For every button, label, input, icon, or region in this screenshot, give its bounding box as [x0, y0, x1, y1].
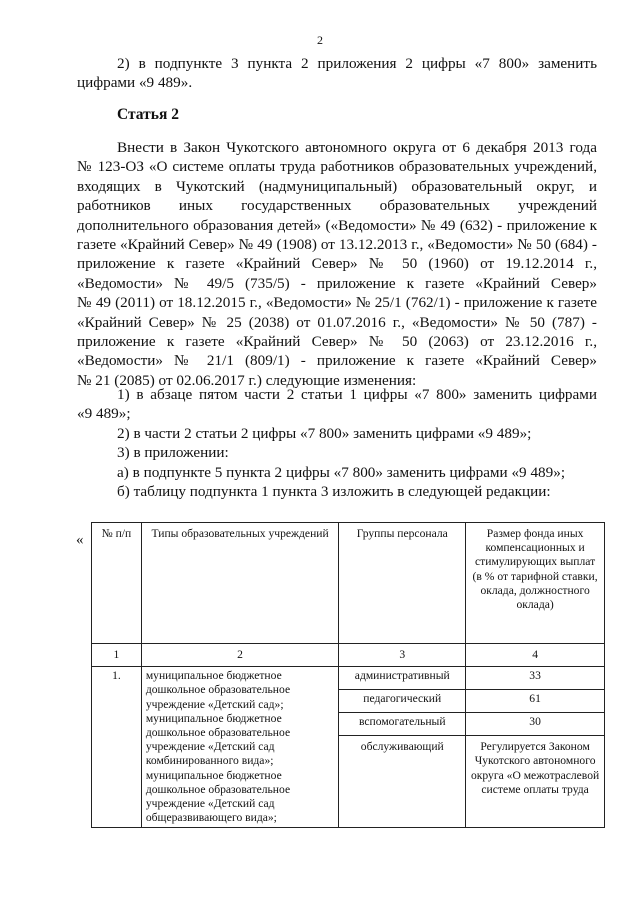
table-number-cell: 2	[141, 644, 339, 667]
article2-line: «Ведомости» № 49/5 (735/5) - приложение к газете «Крайний Север»	[77, 274, 597, 292]
table-number-cell: 4	[466, 644, 605, 667]
change-item: 3) в приложении:	[117, 444, 229, 462]
article2-line: приложение к газете «Крайний Север» № 50 (2063) от 23.12.2016 г.,	[77, 333, 597, 351]
table-header-cell: Группы персонала	[339, 523, 466, 644]
intro-line: цифрами «9 489».	[77, 74, 193, 92]
article2-line: № 49 (2011) от 18.12.2015 г., «Ведомости» № 25/1 (762/1) - приложение к газете	[77, 294, 597, 312]
institution-types-cell: муниципальное бюджетное дошкольное образовательное учреждение «Детский сад»; муниципальное бюджетное дошкольное образовательное учреждение «Детский сад комбинированного вида»; муниципальное бюджетное дошкольное образовательное учреждение «Детский сад общеразвивающего вида»;	[141, 667, 339, 828]
article2-line: Внести в Закон Чукотского автономного округа от 6 декабря 2013 года	[117, 139, 597, 156]
table-header-cell: Размер фонда иных компенсационных и стимулирующих выплат (в % от тарифной ставки, оклада, должностного оклада)	[466, 523, 605, 644]
intro-paragraph	[77, 54, 597, 93]
staff-group-cell: вспомогательный	[339, 713, 466, 736]
staff-group-cell: обслуживающий	[339, 736, 466, 828]
article2-line: входящих в Чукотский (надмуниципальный) образовательный округ, и	[77, 177, 597, 195]
change-item: 1) в абзаце пятом части 2 статьи 1 цифры «7 800» заменить цифрами	[117, 386, 597, 403]
change-item: «9 489»;	[77, 405, 131, 423]
intro-line: 2) в подпункте 3 пункта 2 приложения 2 цифры «7 800» заменить	[117, 55, 597, 72]
fund-size-cell: 30	[466, 713, 605, 736]
article2-line: № 21 (2085) от 02.06.2017 г.) следующие изменения:	[77, 371, 417, 389]
article-heading: Статья 2	[117, 106, 179, 123]
article2-line: «Ведомости» № 21/1 (809/1) - приложение к газете «Крайний Север»	[77, 352, 597, 370]
table-header-row	[92, 523, 605, 644]
table-header-cell: Типы образовательных учреждений	[141, 523, 339, 644]
article2-line: газете «Крайний Север» № 49 (1908) от 13.12.2013 г., «Ведомости» № 50 (684) -	[77, 236, 597, 254]
change-item: а) в подпункте 5 пункта 2 цифры «7 800» заменить цифрами «9 489»;	[117, 463, 566, 481]
article2-line: «Крайний Север» № 25 (2038) от 01.07.2016 г., «Ведомости» № 50 (787) -	[77, 313, 597, 331]
table-header-cell: № п/п	[92, 523, 142, 644]
staff-group-cell: педагогический	[339, 690, 466, 713]
row-number-cell: 1.	[92, 667, 142, 828]
page-number: 2	[317, 33, 323, 47]
fund-size-cell: 33	[466, 667, 605, 690]
opening-quote: «	[76, 532, 84, 548]
fund-size-cell: 61	[466, 690, 605, 713]
table-row	[92, 667, 605, 690]
changes-list	[77, 385, 597, 501]
table-number-cell: 3	[339, 644, 466, 667]
change-item: 2) в части 2 статьи 2 цифры «7 800» заменить цифрами «9 489»;	[117, 424, 532, 442]
table-number-row	[92, 644, 605, 667]
fund-size-cell: Регулируется Законом Чукотского автономного округа «О межотраслевой системе оплаты труда	[466, 736, 605, 828]
staff-group-cell: административный	[339, 667, 466, 690]
article2-paragraph	[77, 138, 597, 390]
change-item: б) таблицу подпункта 1 пункта 3 изложить в следующей редакции:	[117, 483, 551, 501]
article2-line: дополнительного образования детей» («Ведомости» № 49 (632) - приложение к	[77, 216, 597, 234]
article2-line: работников иных государственных образовательных учреждений	[77, 197, 597, 215]
article2-line: № 123-ОЗ «О системе оплаты труда работников образовательных учреждений,	[77, 158, 597, 176]
compensation-table	[91, 522, 605, 828]
table-number-cell: 1	[92, 644, 142, 667]
article2-line: приложение к газете «Крайний Север» № 50 (1960) от 19.12.2014 г.,	[77, 255, 597, 273]
